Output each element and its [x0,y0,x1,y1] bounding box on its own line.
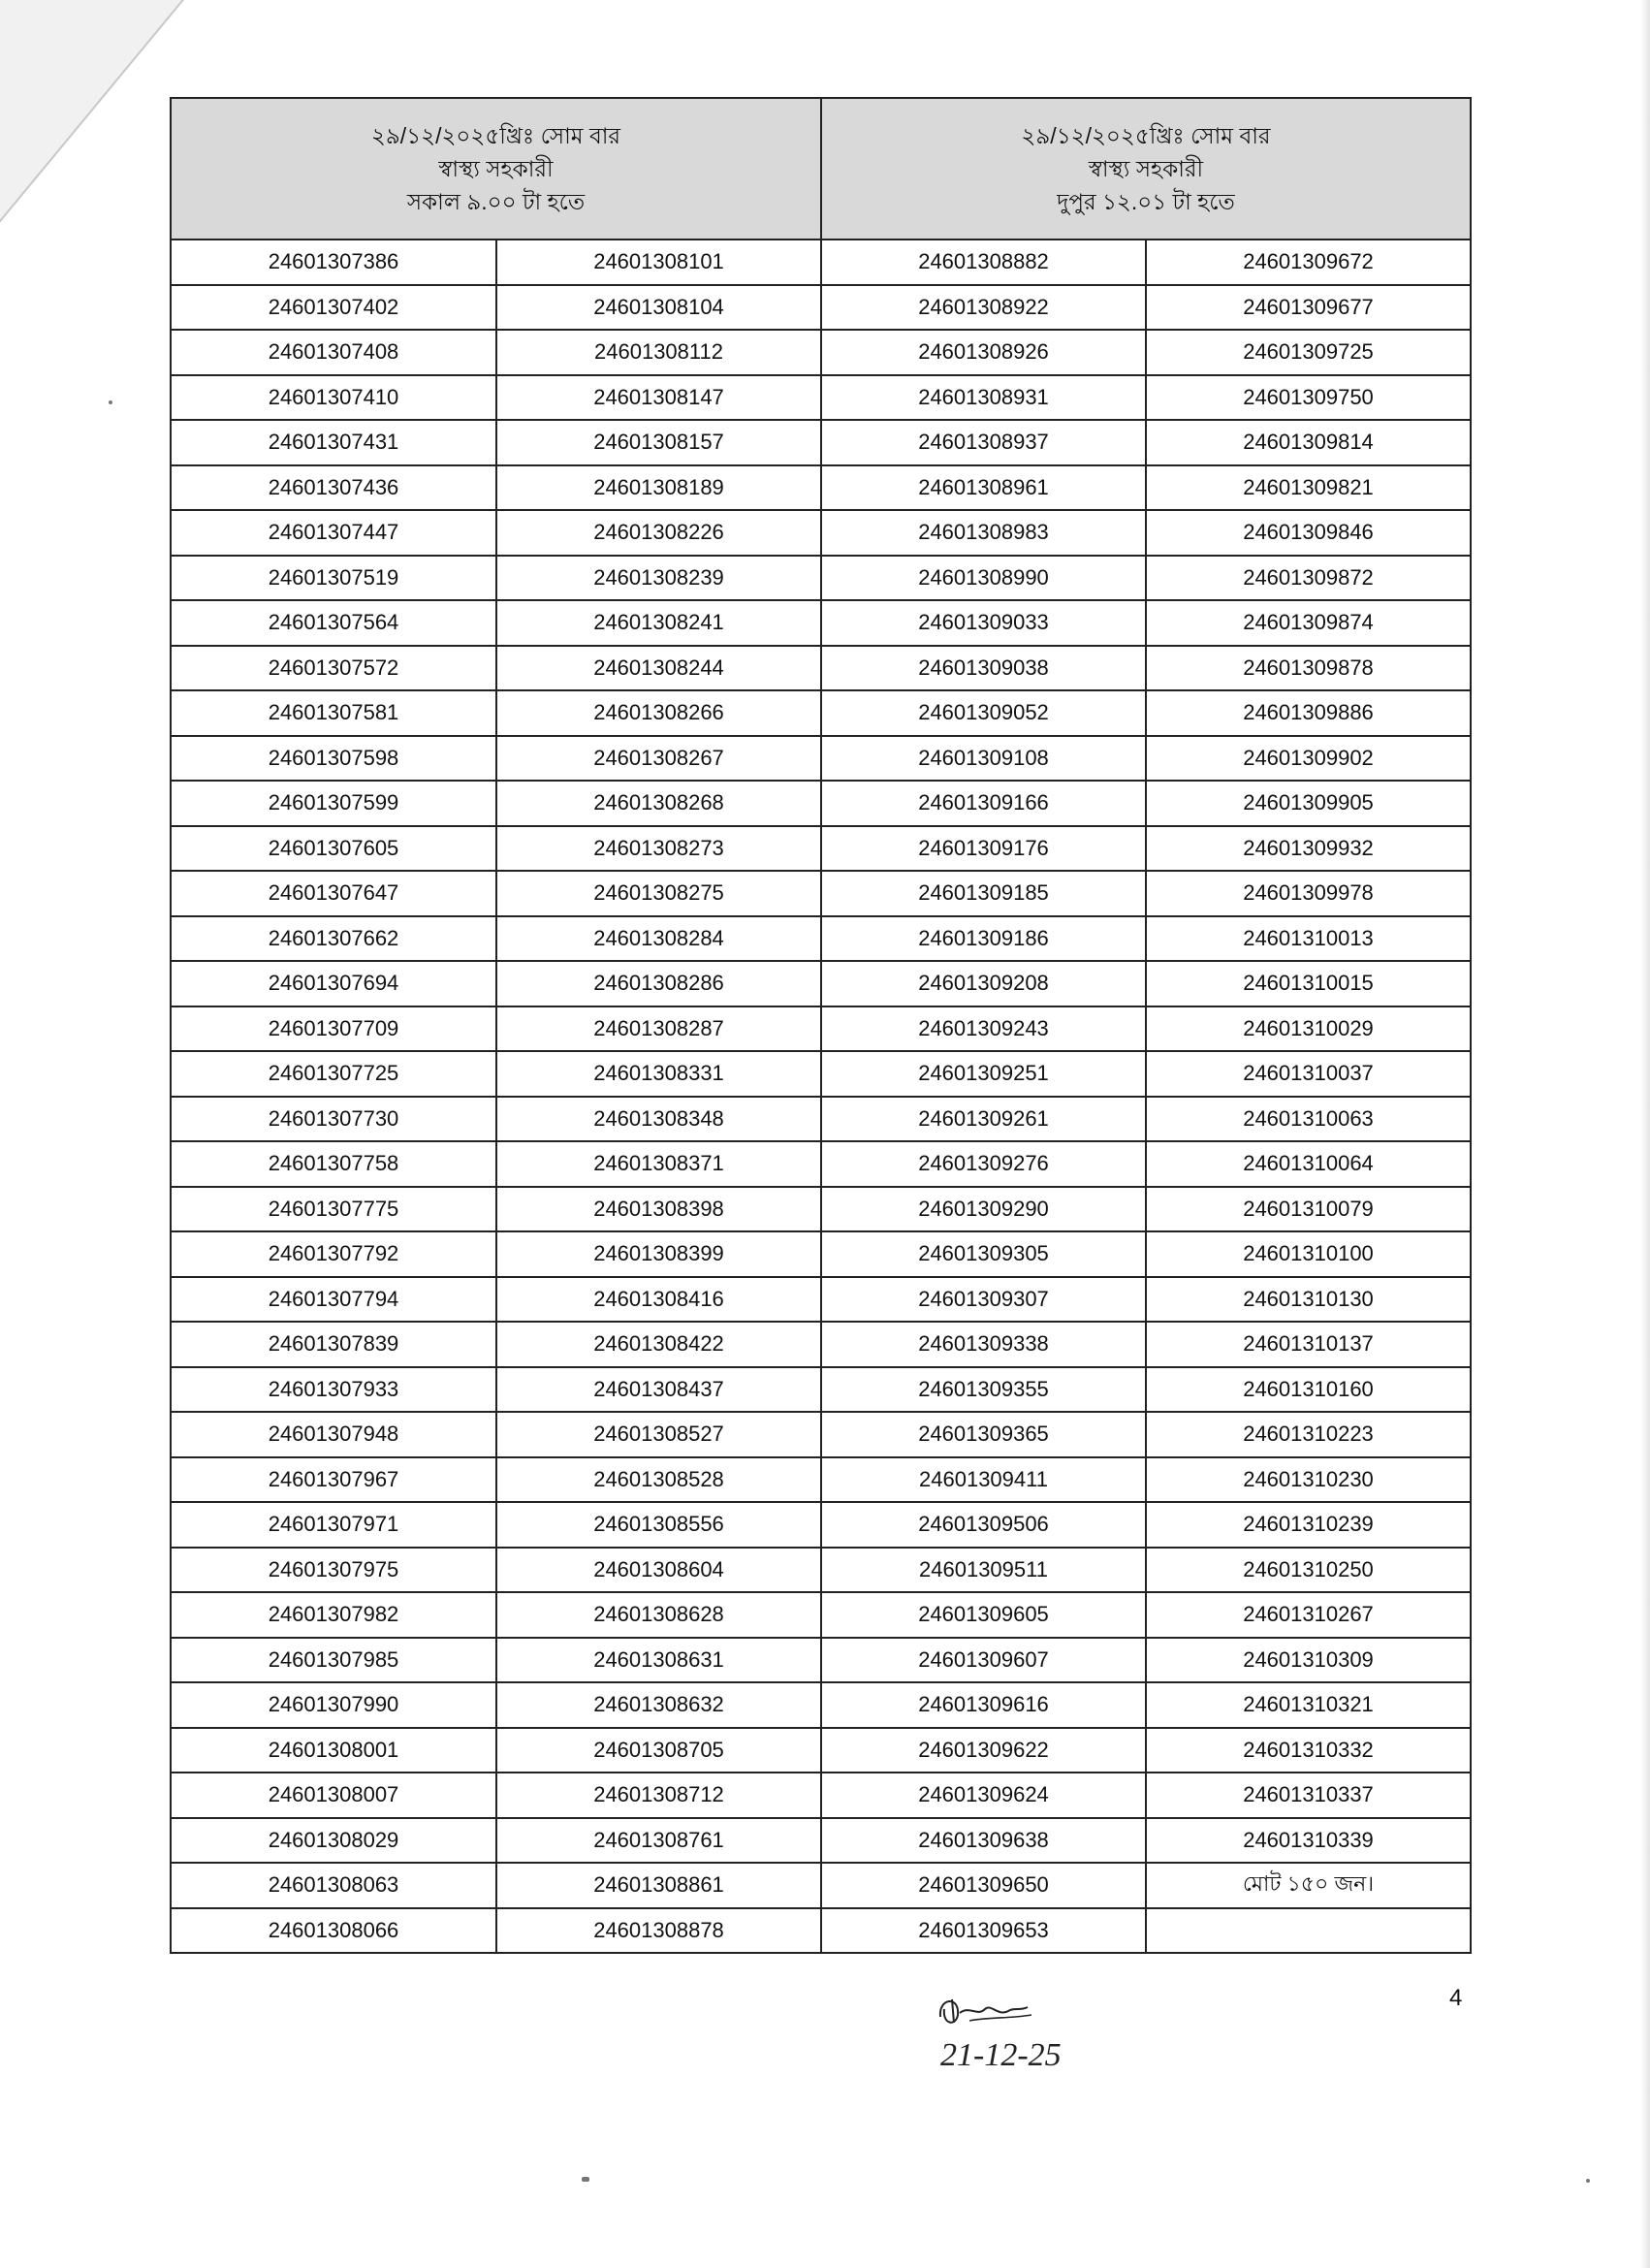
roll-number-cell: 24601309677 [1146,285,1471,331]
roll-number-cell: 24601307402 [171,285,496,331]
table-row [171,1187,1471,1232]
roll-number-cell: 24601307447 [171,510,496,556]
signature-scribble [931,1988,1154,2085]
roll-number-cell: 24601308983 [821,510,1146,556]
table-row [171,826,1471,872]
roll-number-cell: 24601308437 [496,1367,821,1413]
table-row [171,1231,1471,1277]
roll-number-cell: 24601307564 [171,600,496,646]
table-row [171,285,1471,331]
roll-number-cell: 24601310250 [1146,1548,1471,1593]
roll-number-cell: 24601308931 [821,375,1146,421]
roll-number-cell: 24601309038 [821,646,1146,691]
table-row [171,1367,1471,1413]
roll-number-cell: 24601309243 [821,1006,1146,1052]
roll-number-cell: 24601307792 [171,1231,496,1277]
table-row [171,1728,1471,1773]
roll-number-cell: 24601310037 [1146,1051,1471,1097]
roll-number-cell: 24601309185 [821,871,1146,916]
page-edge-shadow [1640,0,1650,2268]
roll-number-cell: 24601309932 [1146,826,1471,872]
roll-number-cell: 24601310339 [1146,1818,1471,1864]
page-number: 4 [1449,1985,1463,2011]
roll-number-cell: 24601307408 [171,330,496,375]
roll-number-cell: 24601308556 [496,1502,821,1548]
roll-number-cell: 24601308937 [821,420,1146,465]
roll-number-cell: 24601309338 [821,1322,1146,1367]
roll-number-cell: 24601308273 [496,826,821,872]
table-row [171,916,1471,962]
roll-number-cell: 24601309186 [821,916,1146,962]
morning-shift-header [171,98,821,240]
roll-number-cell: 24601308226 [496,510,821,556]
roll-number-cell: 24601308604 [496,1548,821,1593]
roll-number-cell: 24601308239 [496,556,821,601]
table-row [171,420,1471,465]
roll-number-cell: 24601307971 [171,1502,496,1548]
noon-date: ২৯/১২/২০২৫খ্রিঃ সোম বার [1021,123,1271,148]
roll-number-cell: 24601309846 [1146,510,1471,556]
roll-number-cell: 24601308371 [496,1141,821,1187]
table-row [171,240,1471,285]
roll-number-cell: 24601308761 [496,1818,821,1864]
roll-number-cell: 24601309290 [821,1187,1146,1232]
roll-number-cell: 24601308007 [171,1773,496,1818]
roll-number-cell: 24601310321 [1146,1682,1471,1728]
table-row [171,1638,1471,1683]
roll-number-cell: 24601310223 [1146,1412,1471,1457]
roll-number-cell: 24601308287 [496,1006,821,1052]
roll-number-cell: 24601309511 [821,1548,1146,1593]
roll-number-cell: 24601308286 [496,961,821,1006]
table-row [171,600,1471,646]
roll-number-cell: 24601308241 [496,600,821,646]
table-row [171,1322,1471,1367]
roll-number-cell: 24601307431 [171,420,496,465]
table-row [171,871,1471,916]
roll-number-cell: 24601307709 [171,1006,496,1052]
roll-number-cell: 24601308112 [496,330,821,375]
table-row [171,556,1471,601]
roll-number-cell: 24601308267 [496,736,821,782]
roll-number-cell: 24601307985 [171,1638,496,1683]
roll-number-cell: 24601307436 [171,465,496,511]
roll-number-cell: 24601307572 [171,646,496,691]
roll-number-cell: 24601308063 [171,1863,496,1908]
roll-number-cell: 24601308990 [821,556,1146,601]
roll-number-cell: 24601309251 [821,1051,1146,1097]
morning-time: সকাল ৯.০০ টা হতে [406,189,586,214]
table-row [171,465,1471,511]
roll-number-cell: 24601309305 [821,1231,1146,1277]
morning-date: ২৯/১২/২০২৫খ্রিঃ সোম বার [370,123,621,148]
roll-number-cell: 24601308284 [496,916,821,962]
roll-number-cell: 24601308628 [496,1592,821,1638]
roll-number-cell: 24601310013 [1146,916,1471,962]
roll-number-cell: 24601307694 [171,961,496,1006]
signature-date: 21-12-25 [940,2037,1062,2073]
roll-number-cell: 24601309624 [821,1773,1146,1818]
roll-number-cell: 24601308926 [821,330,1146,375]
noon-post: স্বাস্থ্য সহকারী [1088,156,1204,181]
roll-number-cell: 24601309176 [821,826,1146,872]
roll-number-cell: 24601309905 [1146,781,1471,826]
table-row [171,1773,1471,1818]
roll-number-cell: 24601310130 [1146,1277,1471,1323]
roll-number-cell: 24601308268 [496,781,821,826]
table-row [171,1818,1471,1864]
table-row [171,1051,1471,1097]
scan-speck [582,2177,589,2182]
table-body [171,240,1471,1953]
roll-number-cell: 24601309878 [1146,646,1471,691]
roll-number-cell: 24601307725 [171,1051,496,1097]
table-row [171,1412,1471,1457]
roll-number-cell: 24601309725 [1146,330,1471,375]
roll-number-cell: মোট ১৫০ জন। [1146,1863,1471,1908]
roll-number-cell: 24601309108 [821,736,1146,782]
roll-number-cell: 24601309607 [821,1638,1146,1683]
roll-number-cell: 24601307662 [171,916,496,962]
roll-number-cell: 24601309821 [1146,465,1471,511]
roll-number-cell: 24601309622 [821,1728,1146,1773]
roll-number-cell: 24601309650 [821,1863,1146,1908]
roll-number-cell: 24601309672 [1146,240,1471,285]
roll-number-cell: 24601307990 [171,1682,496,1728]
roll-number-cell: 24601308398 [496,1187,821,1232]
roll-number-cell: 24601308066 [171,1908,496,1954]
roll-number-cell: 24601310079 [1146,1187,1471,1232]
roll-number-cell: 24601310309 [1146,1638,1471,1683]
table-row [171,1682,1471,1728]
roll-number-cell: 24601309638 [821,1818,1146,1864]
table-header-row [171,98,1471,240]
roll-number-cell: 24601309033 [821,600,1146,646]
roll-number-cell: 24601308189 [496,465,821,511]
roll-number-cell: 24601308922 [821,285,1146,331]
roll-number-cell: 24601307386 [171,240,496,285]
roll-number-cell: 24601307581 [171,690,496,736]
noon-time: দুপুর ১২.০১ টা হতে [1057,189,1235,214]
roll-number-cell: 24601308157 [496,420,821,465]
roll-number-cell: 24601310063 [1146,1097,1471,1142]
roll-number-cell: 24601308712 [496,1773,821,1818]
roll-number-cell: 24601308275 [496,871,821,916]
roll-number-cell: 24601309872 [1146,556,1471,601]
table-row [171,1097,1471,1142]
roll-number-cell: 24601308331 [496,1051,821,1097]
table-row [171,736,1471,782]
roll-number-cell: 24601308244 [496,646,821,691]
roll-number-cell: 24601308631 [496,1638,821,1683]
roll-number-cell: 24601308348 [496,1097,821,1142]
roll-number-cell: 24601309276 [821,1141,1146,1187]
table-row [171,330,1471,375]
roll-number-cell: 24601309616 [821,1682,1146,1728]
roll-number-cell: 24601310332 [1146,1728,1471,1773]
roll-number-cell: 24601307948 [171,1412,496,1457]
roll-number-cell: 24601308632 [496,1682,821,1728]
roll-number-cell: 24601308422 [496,1322,821,1367]
roll-number-cell: 24601307758 [171,1141,496,1187]
roll-number-cell: 24601308416 [496,1277,821,1323]
folded-page-corner [0,0,184,223]
roll-number-cell: 24601308861 [496,1863,821,1908]
roll-number-cell: 24601309365 [821,1412,1146,1457]
roll-number-cell: 24601310137 [1146,1322,1471,1367]
roll-number-cell: 24601307730 [171,1097,496,1142]
table-row [171,1006,1471,1052]
roll-number-cell: 24601309653 [821,1908,1146,1954]
table-row [171,961,1471,1006]
roll-number-cell: 24601309874 [1146,600,1471,646]
roll-number-cell: 24601308029 [171,1818,496,1864]
roll-number-cell: 24601308527 [496,1412,821,1457]
roll-number-cell: 24601310239 [1146,1502,1471,1548]
roll-number-cell: 24601309307 [821,1277,1146,1323]
table-row [171,1457,1471,1503]
table-row [171,1277,1471,1323]
noon-shift-header [821,98,1471,240]
roll-number-cell: 24601307519 [171,556,496,601]
handwritten-signature [931,1988,1154,2090]
roll-number-table [170,97,1472,1954]
table-row [171,1908,1471,1954]
roll-number-cell: 24601309166 [821,781,1146,826]
roll-number-cell: 24601309355 [821,1367,1146,1413]
roll-number-cell: 24601309208 [821,961,1146,1006]
roll-number-cell: 24601308882 [821,240,1146,285]
table-row [171,1141,1471,1187]
table-row [171,375,1471,421]
roll-number-cell: 24601310160 [1146,1367,1471,1413]
roll-number-cell: 24601307410 [171,375,496,421]
roll-number-cell: 24601309750 [1146,375,1471,421]
roll-number-cell: 24601307975 [171,1548,496,1593]
roll-number-cell: 24601310267 [1146,1592,1471,1638]
table-row [171,1863,1471,1908]
table-row [171,1502,1471,1548]
roll-number-cell: 24601307794 [171,1277,496,1323]
roll-number-cell: 24601307775 [171,1187,496,1232]
roll-number-cell: 24601307839 [171,1322,496,1367]
table-row [171,1592,1471,1638]
roll-number-cell: 24601308001 [171,1728,496,1773]
table-row [171,781,1471,826]
roll-number-cell: 24601309506 [821,1502,1146,1548]
roll-number-cell: 24601310337 [1146,1773,1471,1818]
roll-number-cell: 24601309814 [1146,420,1471,465]
roll-number-cell: 24601307598 [171,736,496,782]
roll-number-cell: 24601308147 [496,375,821,421]
roll-number-cell: 24601310029 [1146,1006,1471,1052]
table-row [171,510,1471,556]
roll-number-cell: 24601309052 [821,690,1146,736]
roll-number-cell: 24601307605 [171,826,496,872]
roll-number-cell: 24601309261 [821,1097,1146,1142]
roll-number-cell: 24601307982 [171,1592,496,1638]
roll-number-cell: 24601308528 [496,1457,821,1503]
roll-number-cell: 24601309411 [821,1457,1146,1503]
roll-number-cell: 24601308104 [496,285,821,331]
roll-number-cell: 24601308961 [821,465,1146,511]
roll-number-cell: 24601307599 [171,781,496,826]
roll-number-cell: 24601310230 [1146,1457,1471,1503]
table-row [171,1548,1471,1593]
morning-post: স্বাস্থ্য সহকারী [438,156,554,181]
roll-number-cell [1146,1908,1471,1954]
roll-number-cell: 24601309902 [1146,736,1471,782]
roll-number-cell: 24601309978 [1146,871,1471,916]
roll-number-cell: 24601309886 [1146,690,1471,736]
roll-number-cell: 24601310100 [1146,1231,1471,1277]
roll-number-cell: 24601308705 [496,1728,821,1773]
roll-number-cell: 24601308878 [496,1908,821,1954]
roll-number-cell: 24601307647 [171,871,496,916]
roll-number-cell: 24601308266 [496,690,821,736]
roll-number-cell: 24601310064 [1146,1141,1471,1187]
scan-speck [109,400,112,404]
scan-speck [1586,2179,1590,2183]
roll-number-cell: 24601308399 [496,1231,821,1277]
roll-number-cell: 24601308101 [496,240,821,285]
table-row [171,690,1471,736]
roll-number-cell: 24601310015 [1146,961,1471,1006]
roll-number-cell: 24601307933 [171,1367,496,1413]
table-row [171,646,1471,691]
roll-number-cell: 24601307967 [171,1457,496,1503]
roll-number-cell: 24601309605 [821,1592,1146,1638]
